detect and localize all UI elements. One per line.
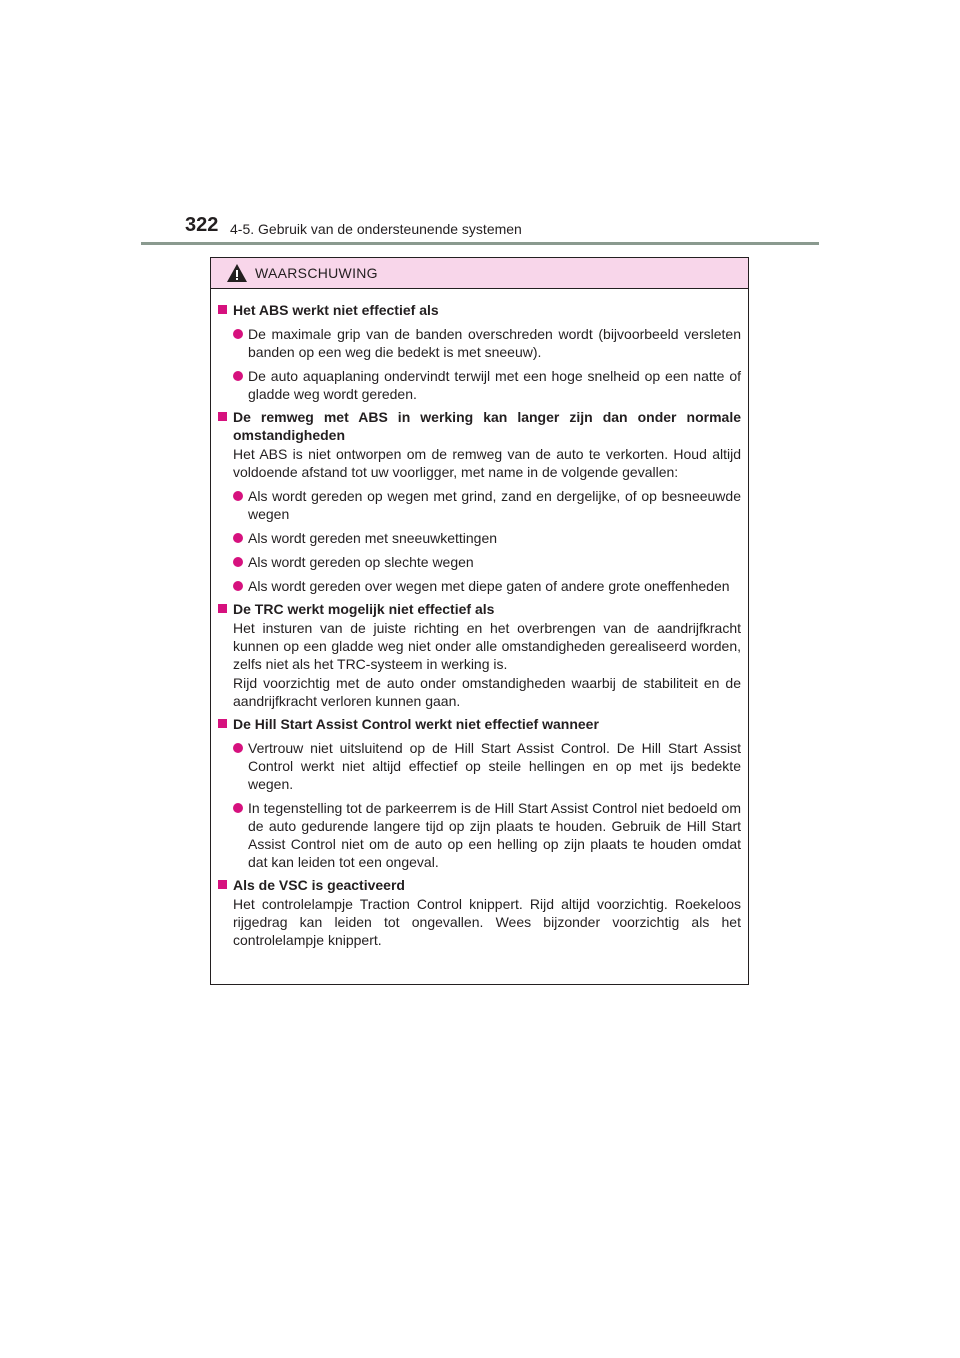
warning-body xyxy=(211,289,748,949)
round-bullet-icon xyxy=(233,491,243,501)
warning-box xyxy=(210,257,749,985)
square-bullet-icon xyxy=(218,880,227,889)
round-bullet-icon xyxy=(233,533,243,543)
topic-trc xyxy=(218,600,741,618)
list-item xyxy=(218,529,741,547)
round-bullet-icon xyxy=(233,371,243,381)
topic-heading: Als de VSC is geactiveerd xyxy=(233,877,405,893)
warning-triangle-icon xyxy=(226,263,248,283)
topic-heading: De remweg met ABS in werking kan langer zijn dan onder normale omstandigheden xyxy=(233,409,741,443)
topic-vsc-activated xyxy=(218,876,741,894)
topic-paragraph: Rijd voorzichtig met de auto onder omstandigheden waarbij de stabiliteit en de aandrijfkracht verloren kunnen gaan. xyxy=(233,675,741,709)
topic-abs-not-effective xyxy=(218,301,741,319)
round-bullet-icon xyxy=(233,557,243,567)
round-bullet-icon xyxy=(233,743,243,753)
warning-title: WAARSCHUWING xyxy=(255,265,378,281)
square-bullet-icon xyxy=(218,604,227,613)
topic-paragraph: Het controlelampje Traction Control knippert. Rijd altijd voorzichtig. Roekeloos rijgedrag kan leiden tot ongevallen. Wees bijzonder voorzichtig als het controlelampje knippert. xyxy=(233,896,741,948)
list-item xyxy=(218,577,741,595)
section-title: 4-5. Gebruik van de ondersteunende systemen xyxy=(230,221,522,237)
square-bullet-icon xyxy=(218,719,227,728)
list-item xyxy=(218,799,741,871)
topic-paragraph: Het ABS is niet ontworpen om de remweg van de auto te verkorten. Houd altijd voldoende afstand tot uw voorligger, met name in de volgende gevallen: xyxy=(233,446,741,480)
round-bullet-icon xyxy=(233,329,243,339)
topic-hill-start-assist xyxy=(218,715,741,733)
list-item-text: De auto aquaplaning ondervindt terwijl met een hoge snelheid op een natte of gladde weg wordt gereden. xyxy=(248,368,741,402)
header-rule xyxy=(141,242,819,245)
list-item xyxy=(218,553,741,571)
round-bullet-icon xyxy=(233,803,243,813)
list-item xyxy=(218,325,741,361)
topic-paragraph: Het insturen van de juiste richting en het overbrengen van de aandrijfkracht kunnen op een gladde weg niet onder alle omstandigheden gerealiseerd worden, zelfs niet als het TRC-systeem in werking is. xyxy=(233,620,741,672)
list-item xyxy=(218,367,741,403)
round-bullet-icon xyxy=(233,581,243,591)
page-number: 322 xyxy=(185,214,219,236)
list-item-text: Als wordt gereden met sneeuwkettingen xyxy=(248,530,498,546)
list-item xyxy=(218,487,741,523)
list-item-text: In tegenstelling tot de parkeerrem is de Hill Start Assist Control niet bedoeld om de auto gedurende langere tijd op zijn plaats te houden. Gebruik de Hill Start Assist Control niet om de auto op een helling op zijn plaats te houden omdat dat kan leiden tot een ongeval. xyxy=(248,800,741,870)
square-bullet-icon xyxy=(218,305,227,314)
list-item-text: Vertrouw niet uitsluitend op de Hill Start Assist Control. De Hill Start Assist Control werkt niet altijd effectief op steile hellingen en op met ijs bedekte wegen. xyxy=(248,740,741,792)
list-item-text: De maximale grip van de banden overschreden wordt (bijvoorbeeld versleten banden op een weg die bedekt is met sneeuw). xyxy=(248,326,741,360)
topic-heading: De Hill Start Assist Control werkt niet effectief wanneer xyxy=(233,716,599,732)
topic-abs-braking-distance xyxy=(218,408,741,444)
warning-header xyxy=(211,258,748,289)
list-item-text: Als wordt gereden op slechte wegen xyxy=(248,554,474,570)
topic-heading: Het ABS werkt niet effectief als xyxy=(233,302,439,318)
list-item-text: Als wordt gereden over wegen met diepe gaten of andere grote oneffenheden xyxy=(248,578,730,594)
list-item xyxy=(218,739,741,793)
topic-heading: De TRC werkt mogelijk niet effectief als xyxy=(233,601,495,617)
list-item-text: Als wordt gereden op wegen met grind, zand en dergelijke, of op besneeuwde wegen xyxy=(248,488,741,522)
square-bullet-icon xyxy=(218,412,227,421)
